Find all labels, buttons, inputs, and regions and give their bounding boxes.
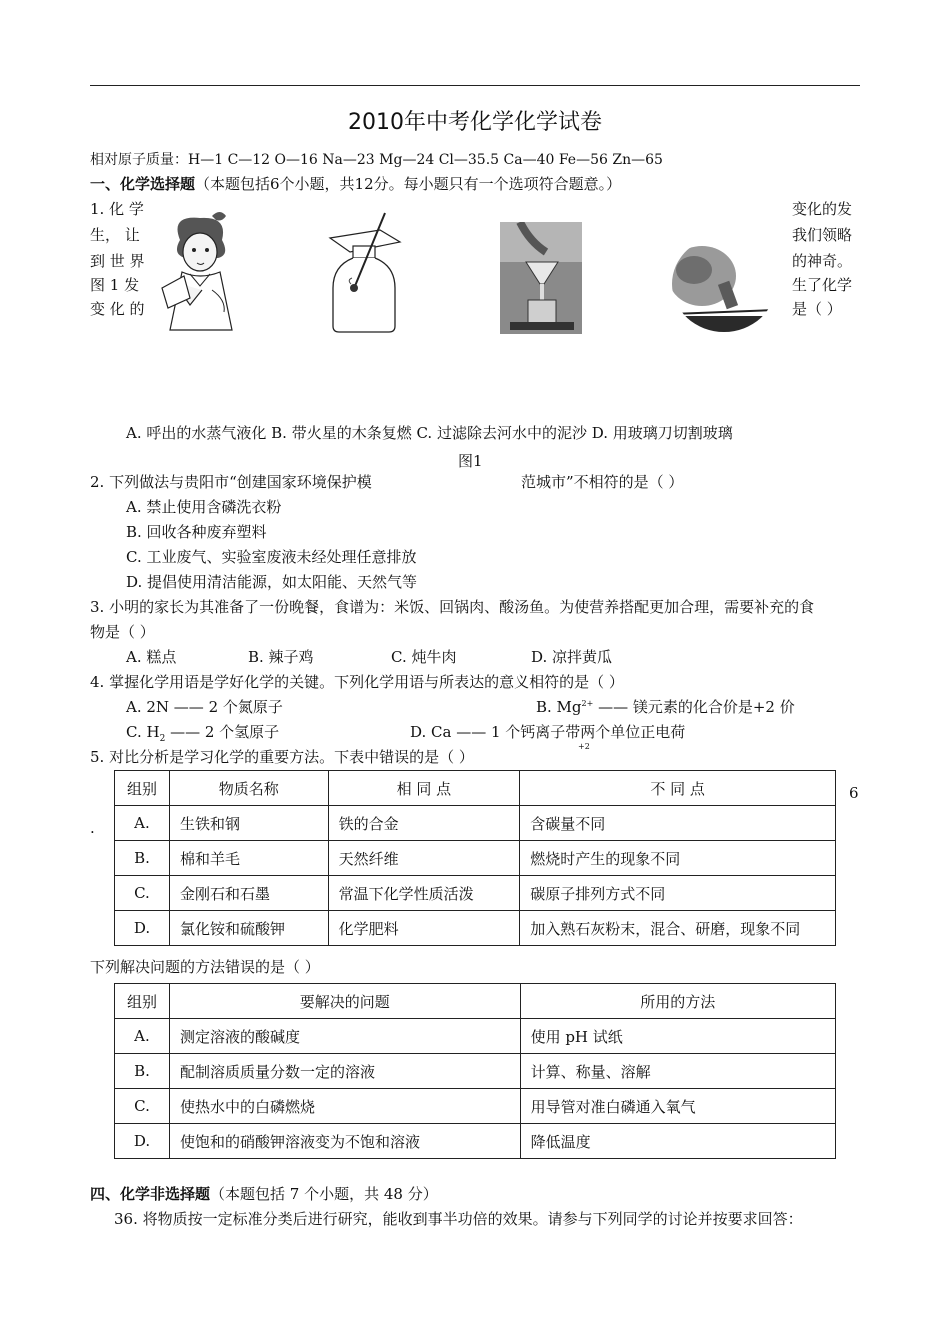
table-row [115,911,836,946]
table-cell: 金刚石和石墨 [169,876,328,911]
q1-left-line: 变 化 的 [90,300,145,318]
method-table [114,983,836,1159]
table-cell: D. [115,911,170,946]
q4-stem: 4. 掌握化学用语是学好化学的关键。下列化学用语与所表达的意义相符的是（ ） [90,673,624,691]
table-cell: A. [115,1019,170,1054]
q4-option-c-symbol: C. H [126,723,160,741]
table-cell: 降低温度 [520,1124,835,1159]
q4-option-c-subscript: 2 [159,734,166,744]
q1-right-line: 是（ ） [792,300,842,318]
q4-option-d: D. Ca —— 1 个钙离子带两个单位正电荷 [410,723,686,741]
table-cell: 天然纤维 [328,841,520,876]
header-cell: 要解决的问题 [169,984,520,1019]
q3-option-c: C. 炖牛肉 [391,648,457,666]
table-cell: 使饱和的硝酸钾溶液变为不饱和溶液 [169,1124,520,1159]
glass-cutter-photo [672,236,776,332]
table-row [115,1054,836,1089]
page-title: 2010年中考化学化学试卷 [348,110,602,135]
header-cell: 相 同 点 [328,771,520,806]
table-row [115,841,836,876]
table-cell: 铁的合金 [328,806,520,841]
table-cell: 测定溶液的酸碱度 [169,1019,520,1054]
q1-right-line: 变化的发 [792,200,853,218]
q3-stem-line1: 3. 小明的家长为其准备了一份晚餐，食谱为：米饭、回锅肉、酸汤鱼。为使营养搭配更加合理，需要补充的食 [90,598,815,616]
q2-option-d: D. 提倡使用清洁能源，如太阳能、天然气等 [126,573,418,591]
table-header-row [115,984,836,1019]
comparison-table [114,770,836,946]
table-row [115,1089,836,1124]
q4-option-a: A. 2N —— 2 个氮原子 [126,698,283,716]
table-cell: 用导管对准白磷通入氧气 [520,1089,835,1124]
header-cell: 物质名称 [169,771,328,806]
q2-option-b: B. 回收各种废弃塑料 [126,523,267,541]
table-cell: 加入熟石灰粉末，混合、研磨，现象不同 [520,911,836,946]
table-cell: A. [115,806,170,841]
q4-option-b [536,697,795,717]
table-row [115,806,836,841]
q5-stem: 5. 对比分析是学习化学的重要方法。下表中错误的是（ ） [90,748,474,766]
q3-option-d: D. 凉拌黄瓜 [531,648,613,666]
table-cell: 使用 pH 试纸 [520,1019,835,1054]
table-cell: C. [115,1089,170,1124]
girl-breathing-figure [160,210,240,340]
table-cell: 使热水中的白磷燃烧 [169,1089,520,1124]
table-cell: 化学肥料 [328,911,520,946]
table-cell: D. [115,1124,170,1159]
table-cell: 配制溶质质量分数一定的溶液 [169,1054,520,1089]
q3-option-a: A. 糕点 [126,648,177,666]
filtration-photo [500,222,582,334]
section1-heading: 一、化学选择题 [90,175,196,193]
q1-right-line: 生了化学 [792,276,853,294]
table-row [115,1019,836,1054]
q6-stem: 下列解决问题的方法错误的是（ ） [90,958,320,976]
table-cell: B. [115,1054,170,1089]
q6-number: 6 [849,784,859,802]
table-cell: 含碳量不同 [520,806,836,841]
q4-option-b-symbol: B. Mg [536,698,582,716]
q6-number-dot: . [90,819,95,837]
q3-option-b: B. 辣子鸡 [248,648,314,666]
figure-caption: 图1 [458,452,483,470]
q1-left-line: 生， 让 [90,226,140,244]
section1-note: （本题包括6个小题，共12分。每小题只有一个选项符合题意。） [195,175,622,193]
q4-option-b-meaning: —— 镁元素的化合价是+2 价 [593,698,795,716]
q4-option-c [126,722,279,749]
q4-option-c-meaning: —— 2 个氢原子 [165,723,280,741]
section1-header [90,174,621,194]
header-cell: 组别 [115,984,170,1019]
atomic-mass-line: 相对原子质量：H—1 C—12 O—16 Na—23 Mg—24 Cl—35.5 Ca—40 Fe—56 Zn—65 [90,152,663,168]
table-cell: 常温下化学性质活泼 [328,876,520,911]
q1-right-line: 我们领略 [792,226,853,244]
header-cell: 不 同 点 [520,771,836,806]
table-cell: 碳原子排列方式不同 [520,876,836,911]
q1-left-line: 图 1 发 [90,276,140,294]
q2-stem-part1: 2. 下列做法与贵阳市“创建国家环境保护模 [90,473,372,491]
q4-option-b-charge: 2+ [581,699,594,708]
table-cell: 生铁和钢 [169,806,328,841]
section4-heading: 四、化学非选择题 [90,1185,211,1203]
table-row [115,876,836,911]
q2-option-a: A. 禁止使用含磷洗衣粉 [126,498,282,516]
q1-left-line: 到 世 界 [90,252,145,270]
table-cell: C. [115,876,170,911]
q1-left-line: 1. 化 学 [90,200,144,218]
q3-stem-line2: 物是（ ） [90,623,155,641]
q2-option-c: C. 工业废气、实验室废液未经处理任意排放 [126,548,417,566]
section4-note: （本题包括 7 个小题，共 48 分） [210,1185,438,1203]
q2-stem-part2: 范城市”不相符的是（ ） [521,473,684,491]
table-cell: B. [115,841,170,876]
bottle-splint-figure [325,208,405,338]
header-cell: 所用的方法 [520,984,835,1019]
table-cell: 氯化铵和硫酸钾 [169,911,328,946]
table-row [115,1124,836,1159]
table-cell: 燃烧时产生的现象不同 [520,841,836,876]
table-header-row [115,771,836,806]
q36-stem: 36. 将物质按一定标准分类后进行研究，能收到事半功倍的效果。请参与下列同学的讨论并按要求回答： [114,1210,803,1228]
valence-superscript: +2 [578,742,590,751]
header-cell: 组别 [115,771,170,806]
table-cell: 棉和羊毛 [169,841,328,876]
table-cell: 计算、称量、溶解 [520,1054,835,1089]
q1-right-line: 的神奇。 [792,252,853,270]
top-rule [90,85,860,86]
section4-header [90,1184,438,1204]
q1-options: A. 呼出的水蒸气液化 B. 带火星的木条复燃 C. 过滤除去河水中的泥沙 D. 用玻璃刀切割玻璃 [126,424,733,442]
